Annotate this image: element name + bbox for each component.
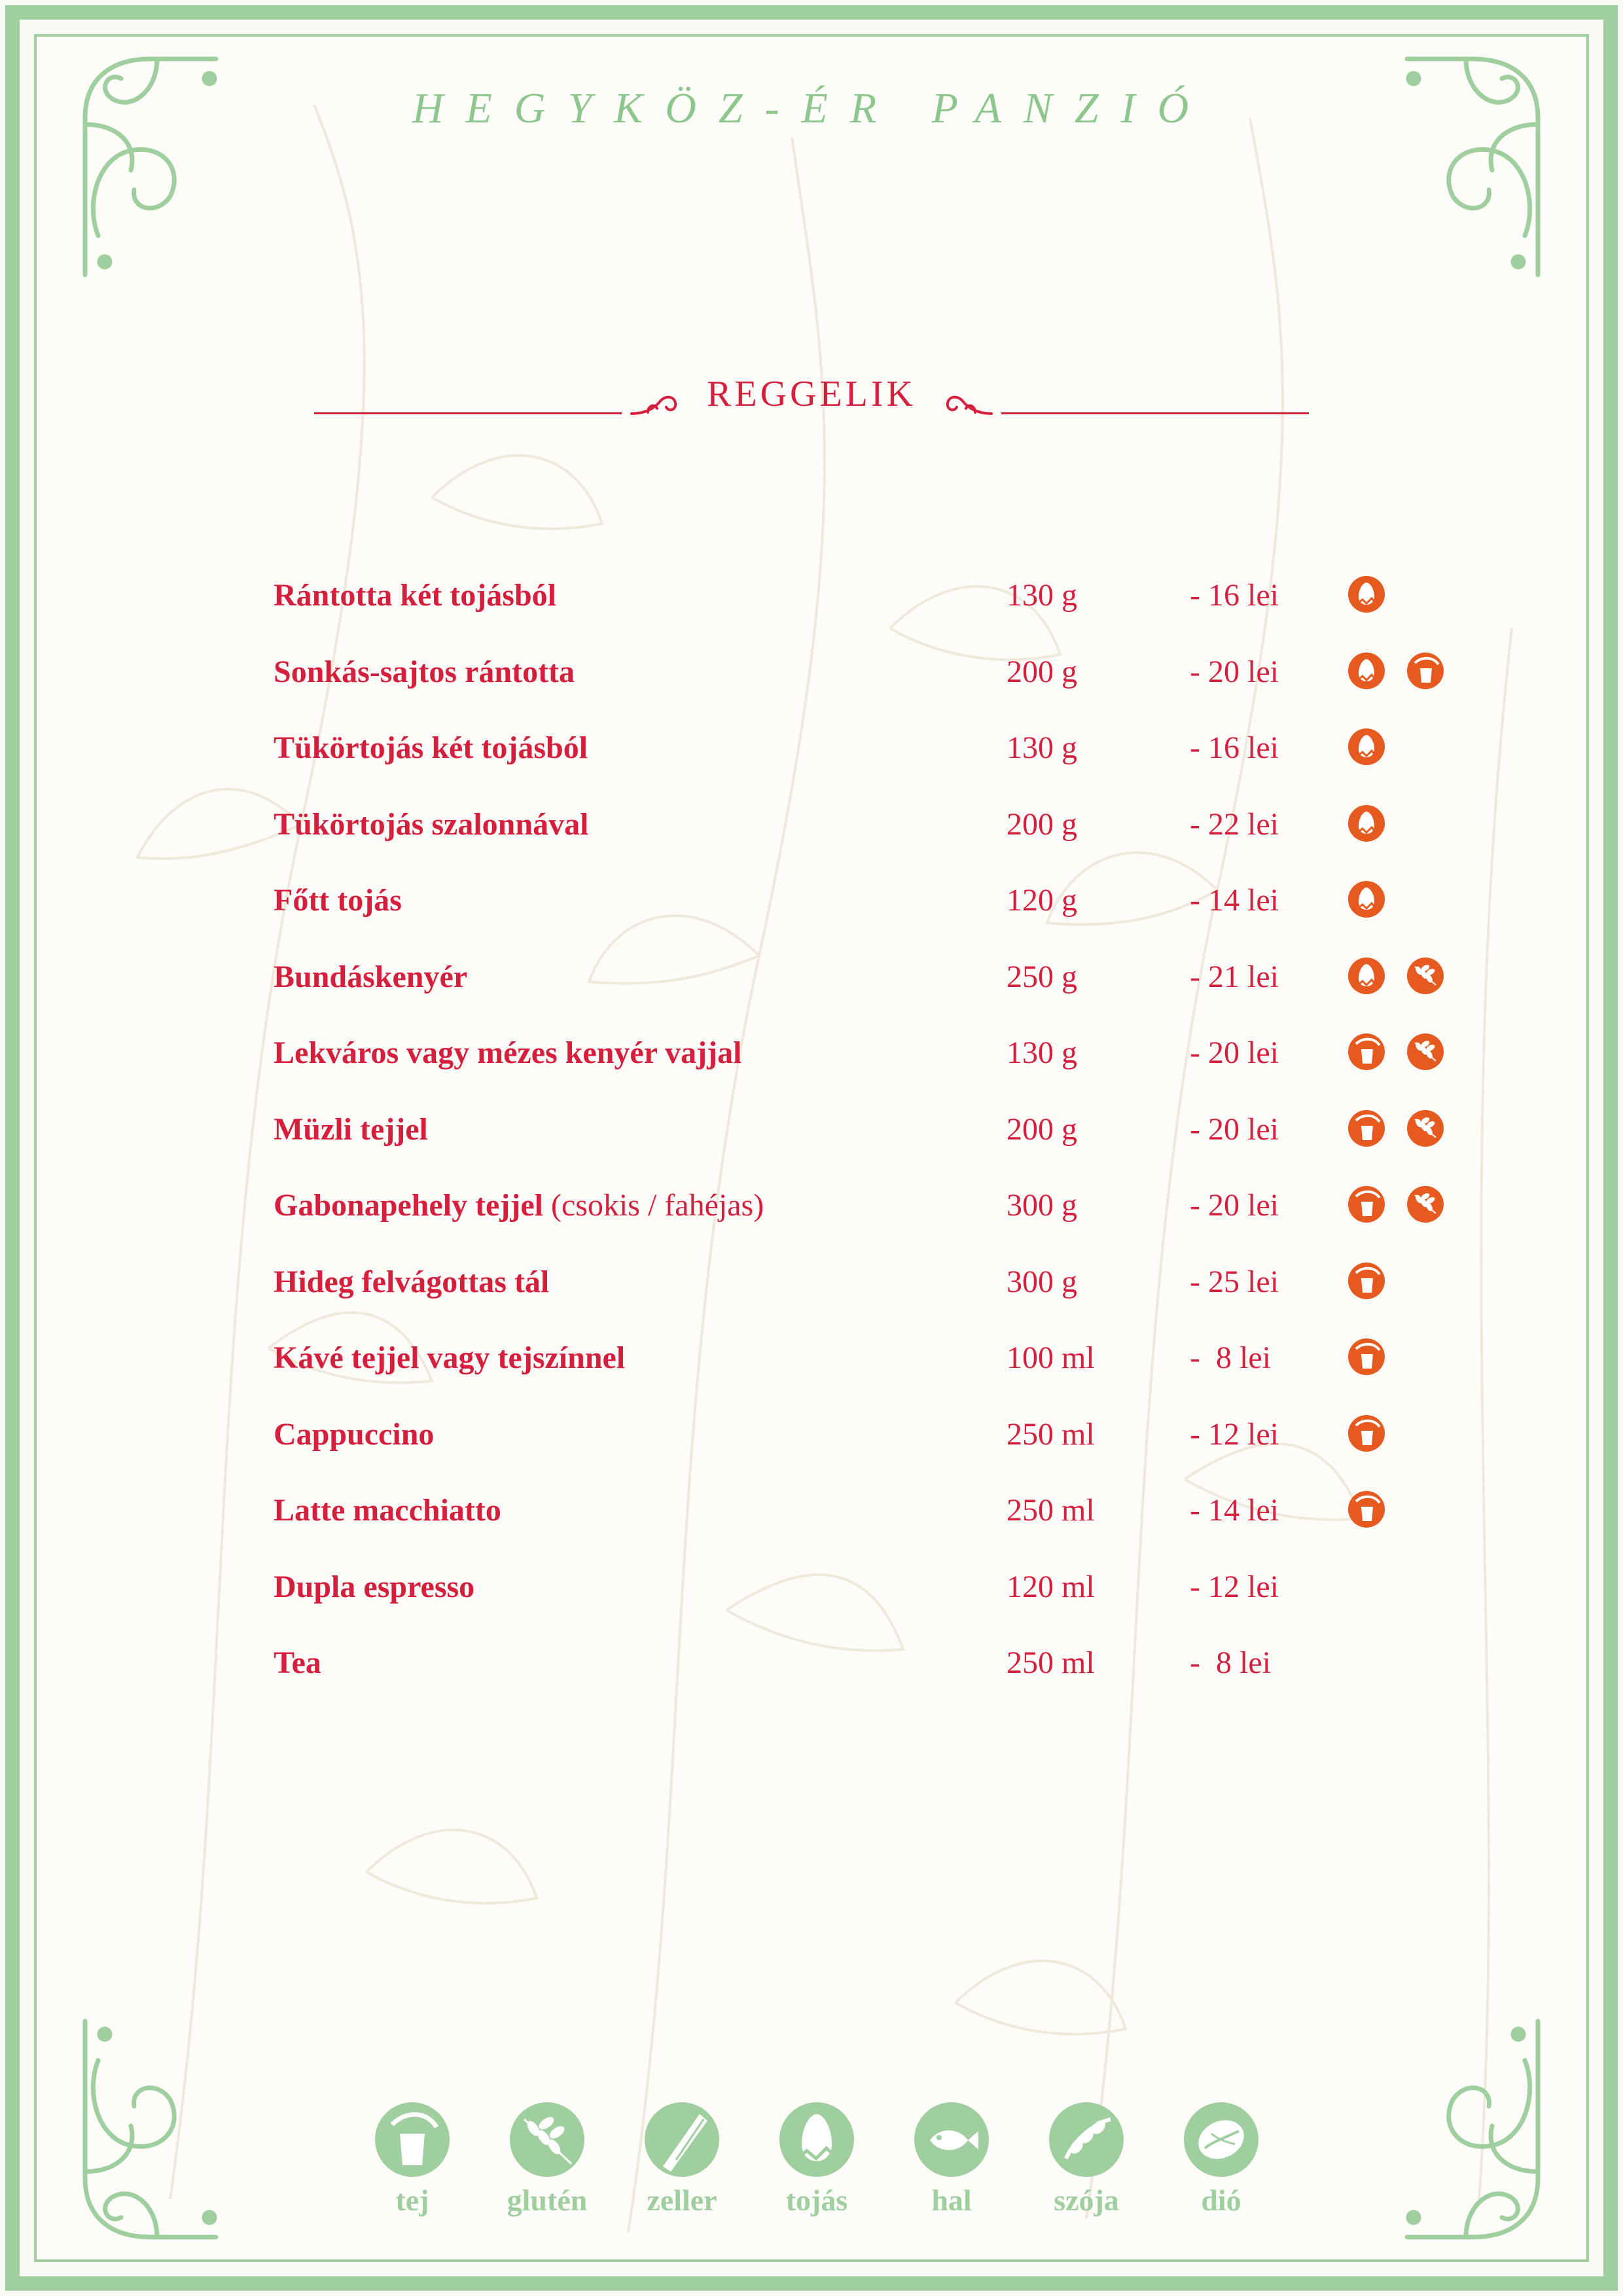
milk-icon bbox=[1347, 1414, 1386, 1453]
section-title: REGGELIK bbox=[707, 374, 916, 414]
legend-label: glutén bbox=[507, 2183, 588, 2217]
menu-item-quantity: 130 g bbox=[1007, 1035, 1077, 1070]
menu-item-name bbox=[274, 1492, 501, 1528]
menu-item-name-text: Tükörtojás szalonnával bbox=[274, 806, 589, 842]
milk-icon bbox=[1347, 1032, 1386, 1071]
legend-item-zeller bbox=[636, 2101, 728, 2217]
menu-item-gabonapehely-tejjel bbox=[274, 1181, 1478, 1233]
menu-item-price: - 25 lei bbox=[1190, 1264, 1279, 1299]
legend-label: szója bbox=[1054, 2183, 1119, 2217]
menu-item-price: - 16 lei bbox=[1190, 730, 1279, 765]
menu-item-lekvaros-vagy-mezes-kenyer-vajjal bbox=[274, 1028, 1478, 1081]
menu-item-name bbox=[274, 1645, 321, 1681]
milk-icon bbox=[1347, 1185, 1386, 1224]
wheat-icon bbox=[1406, 1109, 1445, 1148]
menu-item-tukortojas-szalonnaval bbox=[274, 800, 1478, 852]
menu-item-quantity: 300 g bbox=[1007, 1188, 1077, 1223]
fish-icon bbox=[913, 2101, 990, 2178]
menu-item-muzli-tejjel bbox=[274, 1105, 1478, 1157]
menu-item-quantity: 200 g bbox=[1007, 654, 1077, 689]
wheat-icon bbox=[1406, 1032, 1445, 1071]
menu-item-name-text: Főtt tojás bbox=[274, 883, 402, 918]
menu-item-quantity: 200 g bbox=[1007, 1111, 1077, 1147]
menu-item-name-text: Tea bbox=[274, 1645, 321, 1680]
menu-item-name-text: Bundáskenyér bbox=[274, 959, 468, 994]
egg-icon bbox=[1347, 651, 1386, 691]
egg-icon bbox=[1347, 727, 1386, 766]
menu-item-price: - 20 lei bbox=[1190, 1188, 1279, 1223]
menu-item-name-text: Latte macchiatto bbox=[274, 1493, 501, 1528]
menu-item-quantity: 250 ml bbox=[1007, 1493, 1095, 1528]
corner-ornament-top-right bbox=[1400, 39, 1564, 281]
milk-icon bbox=[1347, 1337, 1386, 1376]
menu-item-quantity: 250 ml bbox=[1007, 1416, 1095, 1452]
milk-icon bbox=[1347, 1109, 1386, 1148]
legend-item-szoja bbox=[1041, 2101, 1132, 2217]
menu-item-name bbox=[274, 654, 575, 690]
menu-item-name-text: Cappuccino bbox=[274, 1416, 435, 1452]
menu-item-price: - 20 lei bbox=[1190, 654, 1279, 689]
menu-item-price: - 20 lei bbox=[1190, 1035, 1279, 1070]
menu-item-tukortojas-ket-tojasbol bbox=[274, 723, 1478, 776]
celery-icon bbox=[643, 2101, 721, 2178]
menu-item-quantity: 100 ml bbox=[1007, 1340, 1095, 1375]
legend-label: dió bbox=[1201, 2183, 1241, 2217]
menu-item-name-text: Dupla espresso bbox=[274, 1569, 475, 1604]
menu-item-price: - 8 lei bbox=[1190, 1340, 1271, 1375]
wheat-icon bbox=[1406, 1185, 1445, 1224]
menu-item-name bbox=[274, 806, 588, 842]
menu-item-cappuccino bbox=[274, 1410, 1478, 1462]
menu-item-name-text: Tükörtojás két tojásból bbox=[274, 730, 588, 765]
milk-icon bbox=[1406, 651, 1445, 691]
menu-item-name bbox=[274, 1569, 474, 1605]
menu-item-price: - 22 lei bbox=[1190, 806, 1279, 842]
menu-item-name-text: Gabonapehely tejjel bbox=[274, 1188, 543, 1223]
soy-icon bbox=[1048, 2101, 1125, 2178]
menu-item-name bbox=[274, 1187, 764, 1223]
egg-icon bbox=[1347, 880, 1386, 919]
milk-icon bbox=[1347, 1261, 1386, 1300]
menu-item-dupla-espresso bbox=[274, 1562, 1478, 1615]
menu-item-price: - 12 lei bbox=[1190, 1569, 1279, 1604]
flourish-right-icon bbox=[942, 389, 995, 422]
menu-item-quantity: 300 g bbox=[1007, 1264, 1077, 1299]
menu-item-name bbox=[274, 1340, 625, 1376]
legend-item-tej bbox=[366, 2101, 458, 2217]
wheat-icon bbox=[1406, 956, 1445, 996]
milk-icon bbox=[1347, 1490, 1386, 1529]
legend-item-hal bbox=[906, 2101, 997, 2217]
legend-label: zeller bbox=[647, 2183, 717, 2217]
menu-item-name bbox=[274, 882, 402, 918]
pension-name: HEGYKÖZ-ÉR PANZIÓ bbox=[412, 84, 1211, 132]
wheat-icon bbox=[508, 2101, 586, 2178]
menu-item-name bbox=[274, 1416, 434, 1452]
menu-item-hideg-felvagottas-tal bbox=[274, 1257, 1478, 1310]
egg-icon bbox=[778, 2101, 855, 2178]
menu-item-name-text: Rántotta két tojásból bbox=[274, 578, 556, 613]
menu-item-quantity: 120 ml bbox=[1007, 1569, 1095, 1604]
menu-item-latte-macchiatto bbox=[274, 1486, 1478, 1538]
egg-icon bbox=[1347, 575, 1386, 614]
menu-item-name bbox=[274, 1111, 428, 1147]
menu-item-quantity: 120 g bbox=[1007, 883, 1077, 918]
menu-item-name bbox=[274, 1035, 741, 1071]
menu-item-price: - 8 lei bbox=[1190, 1645, 1271, 1680]
legend-label: hal bbox=[931, 2183, 972, 2217]
menu-item-name-text: Kávé tejjel vagy tejszínnel bbox=[274, 1340, 626, 1375]
menu-item-quantity: 250 g bbox=[1007, 959, 1077, 994]
nut-icon bbox=[1183, 2101, 1260, 2178]
menu-item-price: - 16 lei bbox=[1190, 578, 1279, 613]
legend-item-gluten bbox=[501, 2101, 593, 2217]
egg-icon bbox=[1347, 956, 1386, 996]
legend-item-dio bbox=[1175, 2101, 1267, 2217]
menu-item-rantotta-ket-tojasbol bbox=[274, 571, 1478, 623]
corner-ornament-top-left bbox=[59, 39, 223, 281]
menu-item-name bbox=[274, 959, 467, 995]
menu-item-name bbox=[274, 1264, 549, 1300]
menu-item-bundaskenyer bbox=[274, 952, 1478, 1005]
legend-label: tojás bbox=[785, 2183, 848, 2217]
menu-item-sonkas-sajtos-rantotta bbox=[274, 647, 1478, 700]
menu-item-name bbox=[274, 730, 588, 766]
menu-item-price: - 14 lei bbox=[1190, 1493, 1279, 1528]
menu-item-price: - 12 lei bbox=[1190, 1416, 1279, 1452]
legend-label: tej bbox=[395, 2183, 429, 2217]
menu-item-price: - 20 lei bbox=[1190, 1111, 1279, 1147]
menu-item-name bbox=[274, 577, 556, 613]
menu-item-name-text: Sonkás-sajtos rántotta bbox=[274, 654, 575, 689]
legend-item-tojas bbox=[771, 2101, 863, 2217]
section-header bbox=[314, 373, 1309, 432]
menu-item-name-text: Müzli tejjel bbox=[274, 1111, 428, 1147]
menu-item-price: - 21 lei bbox=[1190, 959, 1279, 994]
menu-item-fott-tojas bbox=[274, 876, 1478, 928]
corner-ornament-bottom-left bbox=[59, 2015, 223, 2257]
menu-item-quantity: 250 ml bbox=[1007, 1645, 1095, 1680]
menu-item-kave-tejjel-vagy-tejszinnel bbox=[274, 1333, 1478, 1386]
corner-ornament-bottom-right bbox=[1400, 2015, 1564, 2257]
egg-icon bbox=[1347, 804, 1386, 843]
milk-icon bbox=[374, 2101, 451, 2178]
menu-item-quantity: 130 g bbox=[1007, 578, 1077, 613]
menu-item-note: (csokis / fahéjas) bbox=[550, 1188, 764, 1223]
menu-item-quantity: 200 g bbox=[1007, 806, 1077, 842]
menu-item-price: - 14 lei bbox=[1190, 883, 1279, 918]
menu-item-name-text: Lekváros vagy mézes kenyér vajjal bbox=[274, 1035, 742, 1070]
menu-item-name-text: Hideg felvágottas tál bbox=[274, 1264, 550, 1299]
menu-item-quantity: 130 g bbox=[1007, 730, 1077, 765]
menu-item-tea bbox=[274, 1638, 1478, 1691]
